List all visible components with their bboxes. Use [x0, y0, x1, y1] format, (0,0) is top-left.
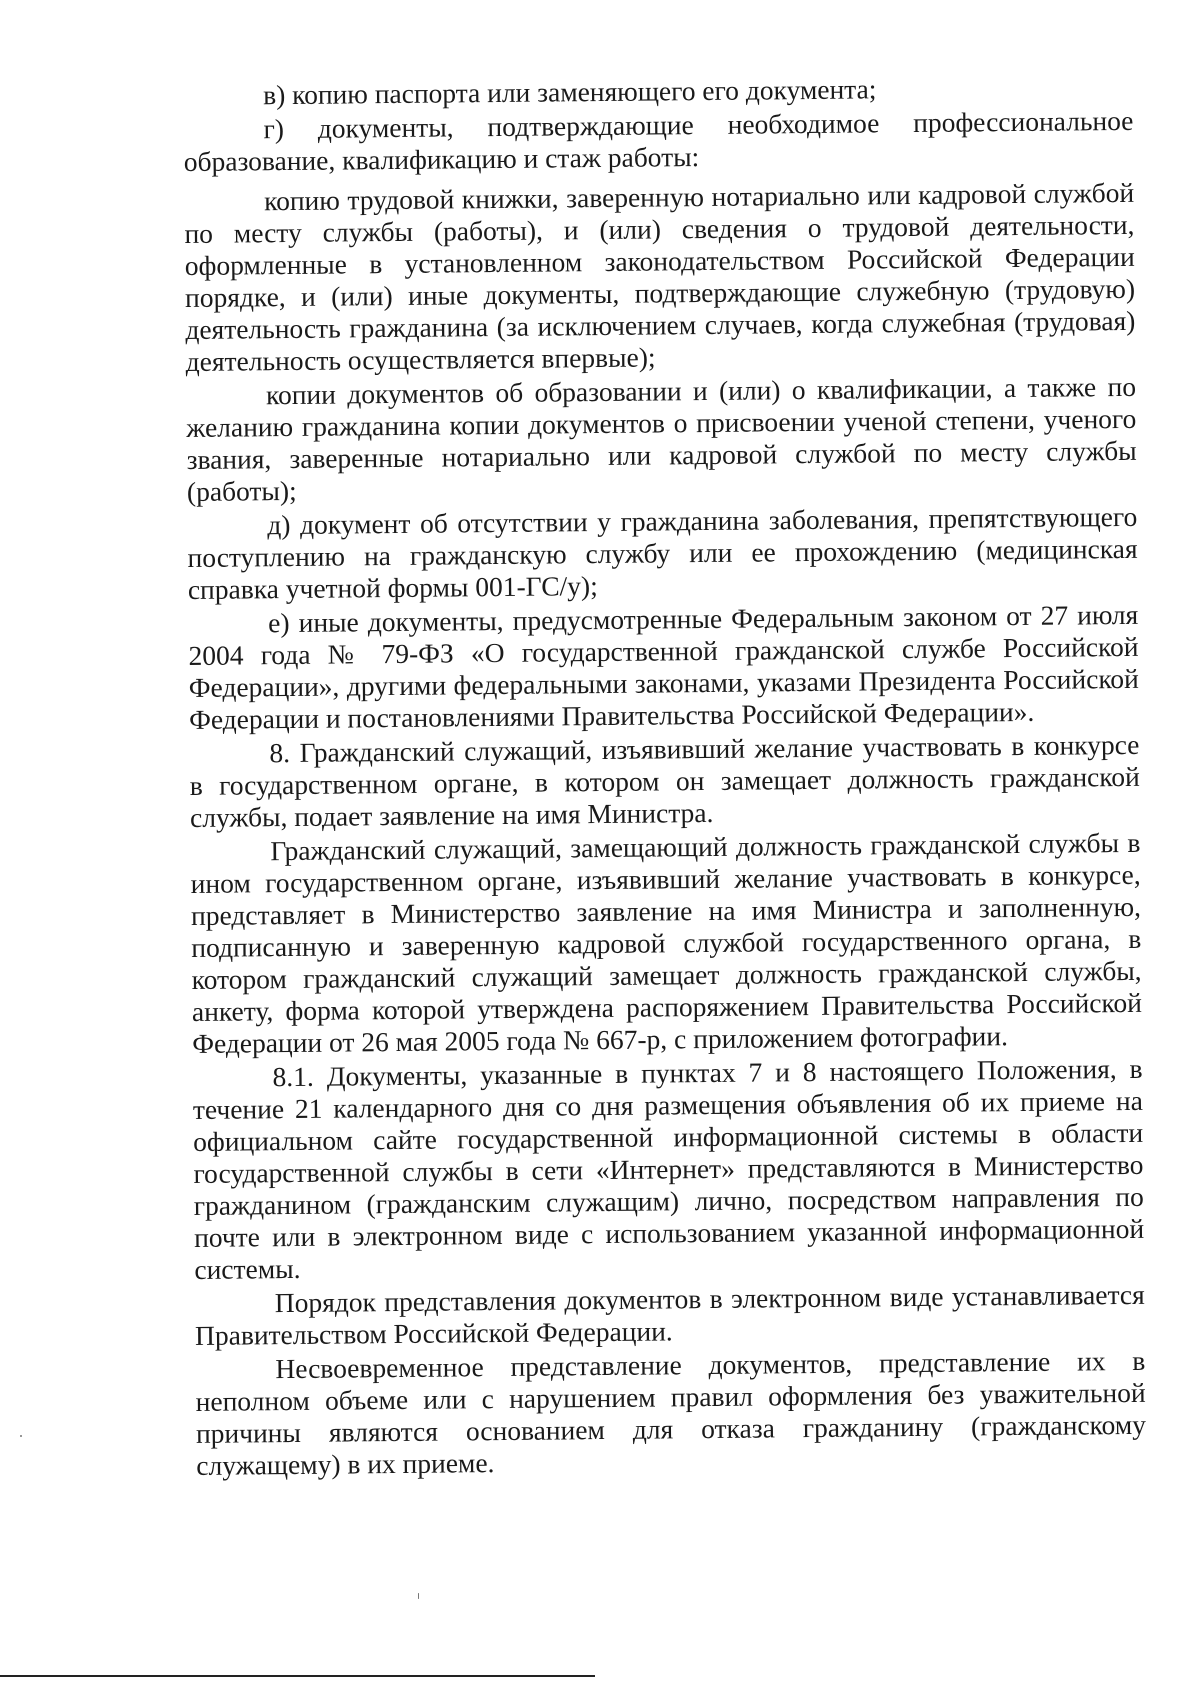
paragraph-electronic-procedure: Порядок представления документов в электронном виде устанавливается Правительством Российской Федерации.	[194, 1278, 1145, 1351]
paragraph-other-agency-employee: Гражданский служащий, замещающий должность гражданской службы в ином государственном органе, изъявивший желание участвовать в конкурсе, представляет в Министерство заявление на имя Министра и заполненную, подписанную и заверенную кадровой службой государственного органа, в котором гражданский служащий замещает должность гражданской службы, анкету, форма которой утверждена распоряжением Правительства Российской Федерации от 26 мая 2005 года № 667-р, с приложением фотографии.	[190, 826, 1143, 1059]
paragraph-other-documents: е) иные документы, предусмотренные Федеральным законом от 27 июля 2004 года № 79-ФЗ «О государственной гражданской службе Российской Федерации», другими федеральными законами, указами Президента Российской Федерации и постановлениями Правительства Российской Федерации».	[188, 598, 1139, 735]
paragraph-passport-copy: в) копию паспорта или заменяющего его документа;	[262, 73, 877, 111]
paragraph-medical-certificate: д) документ об отсутствии у гражданина заболевания, препятствующего поступлению на гражданскую службу или ее прохождению (медицинская справка учетной формы 001-ГС/у);	[187, 500, 1138, 605]
paragraph-late-submission: Несвоевременное представление документов, представление их в неполном объеме или с нарушением правил оформления без уважительной причины являются основанием для отказа гражданину (гражданскому служащему) в их приеме.	[195, 1344, 1147, 1481]
paragraph-education-copies: копии документов об образовании и (или) о квалификации, а также по желанию гражданина копии документов о присвоении ученой степени, ученого звания, заверенные нотариально или кадровой службой по месту службы (работы);	[186, 370, 1137, 507]
paragraph-education-documents: г) документы, подтверждающие необходимое профессиональное образование, квалификацию и стаж работы:	[183, 104, 1134, 177]
scan-speck	[418, 1593, 419, 1599]
paragraph-employment-record: копию трудовой книжки, заверенную нотариально или кадровой службой по месту службы (работы), и (или) сведения о трудовой деятельности, оформленные в установленном законодательством Российской Федерации порядке, и (или) иные документы, подтверждающие служебную (трудовую) деятельность гражданина (за исключением случаев, когда служебная (трудовая) деятельность осуществляется впервые);	[184, 176, 1136, 377]
scan-speck	[20, 1435, 22, 1437]
paragraph-item-8-1: 8.1. Документы, указанные в пунктах 7 и 8 настоящего Положения, в течение 21 календарного дня со дня размещения объявления об их приеме на официальном сайте государственной информационной системы в области государственной службы в сети «Интернет» представляются в Министерство гражданином (гражданским служащим) лично, посредством направления по почте или в электронном виде с использованием указанной информационной системы.	[192, 1052, 1145, 1285]
document-body	[183, 71, 1146, 1484]
paragraph-item-8: 8. Гражданский служащий, изъявивший желание участвовать в конкурсе в государственном органе, в котором он замещает должность гражданской службы, подает заявление на имя Министра.	[189, 728, 1140, 833]
page-bottom-rule	[0, 1675, 595, 1677]
